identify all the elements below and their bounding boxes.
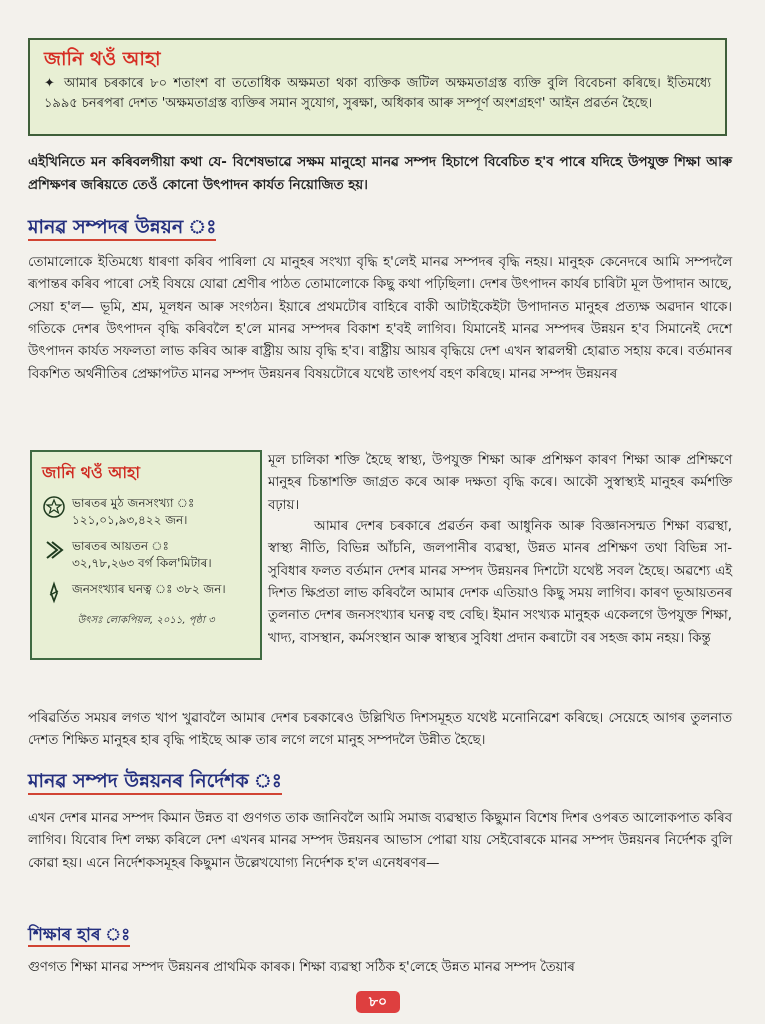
paragraph-1: তোমালোকে ইতিমধ্যে ধাৰণা কৰিব পাৰিলা যে মানুহৰ সংখ্যা বৃদ্ধি হ'লেই মানৱ সম্পদৰ বৃদ্ধি নহয়। মানুহক কেনেদৰে আমি সম্পদলৈ ৰূপান্তৰ কৰিব পাৰো সেই বিষয়ে যোৱা শ্ৰেণীৰ পাঠত তোমালোকে কিছু কথা পঢ়িছিলা। দেশৰ উৎপাদন কাৰ্যৰ চাৰিটা মূল উপাদান আছে, সেয়া হ'ল— ভূমি, শ্ৰম, মূলধন আৰু সংগঠন। ইয়াৰে প্ৰথমটোৰ বাহিৰে বাকী আটাইকেইটা উপাদানত মানুহৰ প্ৰত্যক্ষ অৱদান থাকে। গতিকে দেশৰ উৎপাদন বৃদ্ধি কৰিবলৈ হ'লে মানৱ সম্পদৰ বিকাশ হ'বই লাগিব। যিমানেই মানৱ সম্পদৰ উন্নয়ন হ'ব সিমানেই দেশে উৎপাদন কাৰ্যত সফলতা লাভ কৰিব আৰু ৰাষ্ট্ৰীয় আয় বৃদ্ধি হ'ব। ৰাষ্ট্ৰীয় আয়ৰ বৃদ্ধিয়ে দেশ এখন স্বাৱলম্বী হোৱাত সহায় কৰে। বৰ্তমানৰ বিকশিত অৰ্থনীতিৰ প্ৰেক্ষাপটত মানৱ সম্পদ উন্নয়নৰ বিষয়টোৰে যথেষ্ট তাৎপৰ্য বহণ কৰিছে। মানৱ সম্পদ উন্নয়নৰ: [28, 255, 732, 382]
section-heading-human-resource-development: [28, 216, 216, 241]
section-heading-text: মানৱ সম্পদৰ উন্নয়ন ঃ: [28, 216, 216, 241]
indicators-paragraph: এখন দেশৰ মানৱ সম্পদ কিমান উন্নত বা গুণগত তাক জানিবলৈ আমি সমাজ ব্যৱস্থাত কিছুমান বিশেষ দিশৰ ওপৰত আলোকপাত কৰিব লাগিব। যিবোৰ দিশ লক্ষ্য কৰিলে দেশ এখনৰ মানৱ সম্পদ উন্নয়নৰ আভাস পোৱা যায় সেইবোৰকে মানৱ সম্পদ উন্নয়নৰ নিৰ্দেশক বুলি কোৱা হয়। এনে নিৰ্দেশকসমূহৰ কিছুমান উল্লেখযোগ্য নিৰ্দেশক হ'ল এনেধৰণৰ—: [28, 811, 732, 871]
star-icon: [42, 495, 66, 519]
stat-label: ভাৰতৰ মুঠ জনসংখ্যা ঃ: [72, 496, 195, 510]
info-box-side-title: জানি থওঁ আহা: [42, 463, 141, 482]
stat-population-density: [42, 581, 250, 605]
paragraph-3: আমাৰ দেশৰ চৰকাৰে প্ৰৱৰ্তন কৰা আধুনিক আৰু বিজ্ঞানসন্মত শিক্ষা ব্যৱস্থা, স্বাস্থ্য নীতি, বিভিন্ন আঁচনি, জলপানীৰ ব্যৱস্থা, উন্নত মানৰ প্ৰশিক্ষণ তথা বিভিন্ন সা-সুবিধাৰ ফলত বৰ্তমান দেশৰ মানৱ সম্পদ উন্নয়নৰ দিশটো যথেষ্ট সবল হৈছে। অৱশ্যে এই দিশত ক্ষিপ্ৰতা লাভ কৰিবলৈ আমাৰ দেশক এতিয়াও কিছু সময় লাগিব। কাৰণ ভূআয়তনৰ তুলনাত দেশৰ জনসংখ্যাৰ ঘনত্ব বহু বেছি। ইমান সংখ্যক মানুহক একেলগে উপযুক্ত শিক্ষা, খাদ্য, বাসস্থান, কৰ্মসংস্থান আৰু স্বাস্থ্যৰ সুবিধা প্ৰদান কৰাটো বৰ সহজ কাম নহয়। কিন্তু: [268, 519, 732, 646]
intro-paragraph: এইখিনিতে মন কৰিবলগীয়া কথা যে- বিশেষভাৱে সক্ষম মানুহো মানৱ সম্পদ হিচাপে বিবেচিত হ'ব পাৰে যদিহে উপযুক্ত শিক্ষা আৰু প্ৰশিক্ষণৰ জৰিয়তে তেওঁ কোনো উৎপাদন কাৰ্যত নিয়োজিত হয়।: [28, 155, 732, 193]
info-box-body: আমাৰ চৰকাৰে ৮০ শতাংশ বা ততোধিক অক্ষমতা থকা ব্যক্তিক জটিল অক্ষমতাগ্ৰস্ত ব্যক্তি বুলি বিবেচনা কৰিছে। ইতিমধ্যে ১৯৯৫ চনৰপৰা দেশত 'অক্ষমতাগ্ৰস্ত ব্যক্তিৰ সমান সুযোগ, সুৰক্ষা, অধিকাৰ আৰু সম্পূৰ্ণ অংশগ্ৰহণ' আইন প্ৰৱৰ্তন হৈছে।: [44, 75, 711, 111]
info-box-title: জানি থওঁ আহা: [44, 48, 161, 70]
section-heading-text: শিক্ষাৰ হাৰ ঃ: [28, 925, 130, 947]
paragraph-2: মূল চালিকা শক্তি হৈছে স্বাস্থ্য, উপযুক্ত শিক্ষা আৰু প্ৰশিক্ষণ কাৰণ শিক্ষা আৰু প্ৰশিক্ষণে মানুহৰ চিন্তাশক্তি জাগ্ৰত কৰে আৰু দক্ষতা বৃদ্ধি কৰে। আকৌ সুস্বাস্থ্যই মানুহৰ কৰ্মশক্তি বঢ়ায়।: [268, 453, 732, 513]
stat-label: জনসংখ্যাৰ ঘনত্ব ঃ ৩৮২ জন।: [72, 581, 226, 596]
star-icon: ✦: [44, 75, 55, 91]
section-heading-literacy-rate: [28, 925, 130, 947]
pin-icon: [42, 581, 66, 605]
section-heading-text: মানৱ সম্পদ উন্নয়নৰ নিৰ্দেশক ঃ: [28, 770, 282, 795]
literacy-paragraph: গুণগত শিক্ষা মানৱ সম্পদ উন্নয়নৰ প্ৰাথমিক কাৰক। শিক্ষা ব্যৱস্থা সঠিক হ'লেহে উন্নত মানৱ সম্পদ তৈয়াৰ: [28, 960, 575, 975]
info-box-side: [30, 450, 262, 660]
stat-value: ১২১,০১,৯৩,৪২২ জন।: [72, 513, 188, 528]
stat-value: ৩২,৭৮,২৬৩ বৰ্গ কিল'মিটাৰ।: [72, 556, 212, 571]
stat-total-population: [42, 495, 250, 530]
info-box-text: [44, 74, 711, 114]
stat-label: ভাৰতৰ আয়তন ঃ: [72, 538, 169, 553]
stat-area: [42, 538, 250, 573]
section-heading-indicators: [28, 770, 282, 795]
page-number: ৮০: [356, 991, 400, 1013]
source-note: উৎসঃ লোকপিয়ল, ২০১১, পৃষ্ঠা ৩: [77, 614, 215, 626]
paragraph-4: পৰিৱৰ্তিত সময়ৰ লগত খাপ খুৱাবলৈ আমাৰ দেশৰ চৰকাৰেও উল্লিখিত দিশসমূহত যথেষ্ট মনোনিৱেশ কৰিছে। সেয়েহে আগৰ তুলনাত দেশত শিক্ষিত মানুহৰ হাৰ বৃদ্ধি পাইছে আৰু তাৰ লগে লগে মানুহ সম্পদলৈ উন্নীত হৈছে।: [28, 711, 732, 749]
info-box-top: [28, 38, 727, 136]
arrow-icon: [42, 538, 66, 562]
